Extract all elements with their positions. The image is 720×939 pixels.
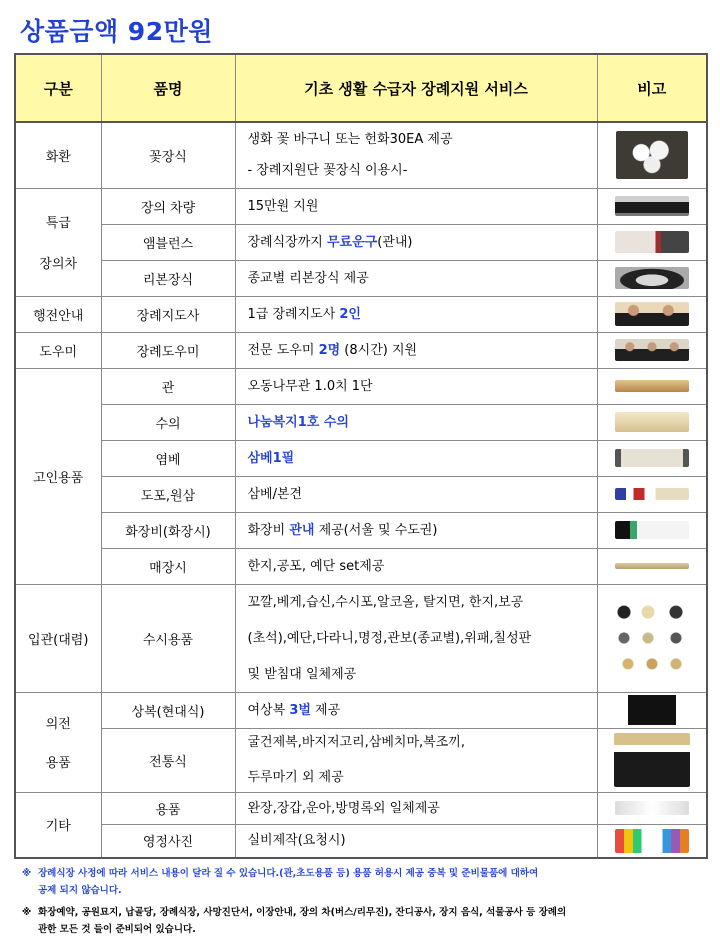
item-cell: 상복(현대식) [101, 692, 235, 728]
service-highlight: 관내 [289, 522, 315, 538]
table-row [15, 792, 707, 824]
note-cell [597, 584, 707, 692]
service-cell: 삼베/본견 [235, 476, 597, 512]
service-highlight: 무료운구 [326, 234, 378, 250]
note-cell [597, 728, 707, 792]
note-mark: ※ [22, 907, 32, 918]
category-cell: 기타 [15, 792, 101, 858]
note-text: 장례식장 사정에 따라 서비스 내용이 달라 질 수 있습니다.(관,초도용품 등) 용품 허용시 제공 중복 및 준비물품에 대하여 [38, 868, 539, 879]
category-cell: 행전안내 [15, 296, 101, 332]
item-cell: 매장시 [101, 548, 235, 584]
service-text: 굴건제복,바지저고리,삼베치마,복조끼, [247, 735, 465, 750]
service-text: (관내) [377, 234, 413, 250]
table-row [15, 728, 707, 792]
service-text: 제공(서울 및 수도권) [314, 522, 438, 538]
note-cell [597, 792, 707, 824]
item-cell: 화장비(화장시) [101, 512, 235, 548]
service-cell [235, 512, 597, 548]
category-label: 의전 [45, 717, 71, 732]
service-cell [235, 728, 597, 792]
note-cell [597, 692, 707, 728]
category-cell [15, 188, 101, 296]
item-cell: 장의 차량 [101, 188, 235, 224]
service-text: 여상복 [247, 702, 290, 718]
item-cell: 관 [101, 368, 235, 404]
service-highlight: 2명 [318, 342, 341, 358]
header-category: 구분 [15, 54, 101, 122]
note-text: 공제 되지 않습니다. [38, 885, 122, 896]
table-row [15, 692, 707, 728]
note-cell [597, 296, 707, 332]
item-cell: 꽃장식 [101, 122, 235, 188]
ribbon-car-photo [615, 267, 689, 289]
item-cell: 용품 [101, 792, 235, 824]
note-2 [22, 904, 566, 938]
service-highlight: 2인 [339, 306, 361, 322]
service-cell: 종교별 리본장식 제공 [235, 260, 597, 296]
table-row [15, 224, 707, 260]
item-cell: 수시용품 [101, 584, 235, 692]
cremation-photo [615, 521, 689, 539]
category-label: 장의차 [39, 257, 78, 272]
category-cell: 입관(대렴) [15, 584, 101, 692]
item-cell: 영정사진 [101, 824, 235, 858]
service-cell: 나눔복지1호 수의 [235, 404, 597, 440]
note-cell [597, 188, 707, 224]
table-row [15, 476, 707, 512]
table-row [15, 584, 707, 692]
service-cell: 오동나무관 1.0치 1단 [235, 368, 597, 404]
service-text: 장례식장까지 [247, 234, 327, 250]
note-mark: ※ [22, 868, 32, 879]
service-table [14, 53, 708, 859]
note-cell [597, 122, 707, 188]
robe-photo [615, 488, 689, 500]
table-row [15, 548, 707, 584]
table-row [15, 512, 707, 548]
portrait-frame-photo [615, 829, 689, 853]
header-note: 비고 [597, 54, 707, 122]
service-cell [235, 224, 597, 260]
note-cell [597, 368, 707, 404]
service-text: 꼬깔,베게,습신,수시포,알코올, 탈지면, 한지,보공 [247, 594, 524, 610]
service-cell: 15만원 지원 [235, 188, 597, 224]
coffin-photo [615, 380, 689, 392]
service-cell: 한지,공포, 예단 set제공 [235, 548, 597, 584]
table-row [15, 824, 707, 858]
table-row [15, 440, 707, 476]
service-text: 1급 장례지도사 [247, 306, 340, 322]
service-text: 생화 꽃 바구니 또는 헌화30EA 제공 [247, 132, 453, 148]
category-label: 특급 [45, 216, 71, 231]
category-cell [15, 692, 101, 792]
burial-set-photo [615, 563, 689, 569]
note-cell [597, 512, 707, 548]
table-row [15, 260, 707, 296]
table-row [15, 296, 707, 332]
hearse-photo [615, 196, 689, 216]
note-cell [597, 260, 707, 296]
service-highlight: 3벌 [289, 702, 311, 718]
item-cell: 리본장식 [101, 260, 235, 296]
table-row [15, 368, 707, 404]
ambulance-photo [615, 231, 689, 253]
item-cell: 도포,원삼 [101, 476, 235, 512]
note-text: 관한 모든 것 들이 준비되어 있습니다. [38, 924, 196, 935]
note-cell [597, 476, 707, 512]
note-text: 화장예약, 공원묘지, 납골당, 장례식장, 사망진단서, 이장안내, 장의 차(버스/리무진), 잔디공사, 장지 음식, 석물공사 등 장례의 [38, 907, 567, 918]
table-row [15, 122, 707, 188]
note-cell [597, 440, 707, 476]
table-row [15, 404, 707, 440]
service-cell [235, 584, 597, 692]
service-text: (8시간) 지원 [340, 342, 418, 358]
note-cell [597, 332, 707, 368]
service-cell: 삼베1필 [235, 440, 597, 476]
helper-photo [615, 339, 689, 361]
item-cell: 장례도우미 [101, 332, 235, 368]
shroud-photo [615, 412, 689, 432]
item-cell: 앰블런스 [101, 224, 235, 260]
funeral-supplies-photo [612, 601, 692, 675]
table-row [15, 188, 707, 224]
mourning-suit-photo [622, 695, 682, 725]
flower-photo [616, 131, 688, 179]
note-cell [597, 224, 707, 260]
item-cell: 수의 [101, 404, 235, 440]
hemp-cloth-photo [615, 449, 689, 467]
service-text: 화장비 [247, 522, 290, 538]
service-text: 전문 도우미 [247, 342, 319, 358]
service-text: 제공 [310, 702, 341, 718]
item-cell: 염베 [101, 440, 235, 476]
header-service: 기초 생활 수급자 장례지원 서비스 [235, 54, 597, 122]
service-text: 두루마기 외 제공 [247, 770, 344, 785]
category-label: 용품 [45, 756, 71, 771]
note-cell [597, 404, 707, 440]
item-cell: 전통식 [101, 728, 235, 792]
category-cell: 화환 [15, 122, 101, 188]
service-text: - 장례지원단 꽃장식 이용시- [247, 163, 408, 179]
item-cell: 장례지도사 [101, 296, 235, 332]
traditional-garment-photo [614, 733, 690, 787]
header-item: 품명 [101, 54, 235, 122]
page-title: 상품금액 92만원 [20, 17, 213, 46]
category-cell: 도우미 [15, 332, 101, 368]
category-cell: 고인용품 [15, 368, 101, 584]
table-row [15, 332, 707, 368]
service-cell [235, 332, 597, 368]
note-1 [22, 865, 538, 899]
service-cell: 실비제작(요청시) [235, 824, 597, 858]
service-cell [235, 122, 597, 188]
note-cell [597, 824, 707, 858]
service-text: 및 받침대 일체제공 [247, 666, 357, 682]
supplies-photo [615, 801, 689, 815]
service-text: (초석),예단,다라니,명정,관보(종교별),위패,칠성판 [247, 630, 532, 646]
note-cell [597, 548, 707, 584]
service-cell [235, 692, 597, 728]
table-header [15, 54, 707, 122]
service-cell [235, 296, 597, 332]
service-cell: 완장,장갑,운아,방명록외 일체제공 [235, 792, 597, 824]
director-photo [615, 302, 689, 326]
